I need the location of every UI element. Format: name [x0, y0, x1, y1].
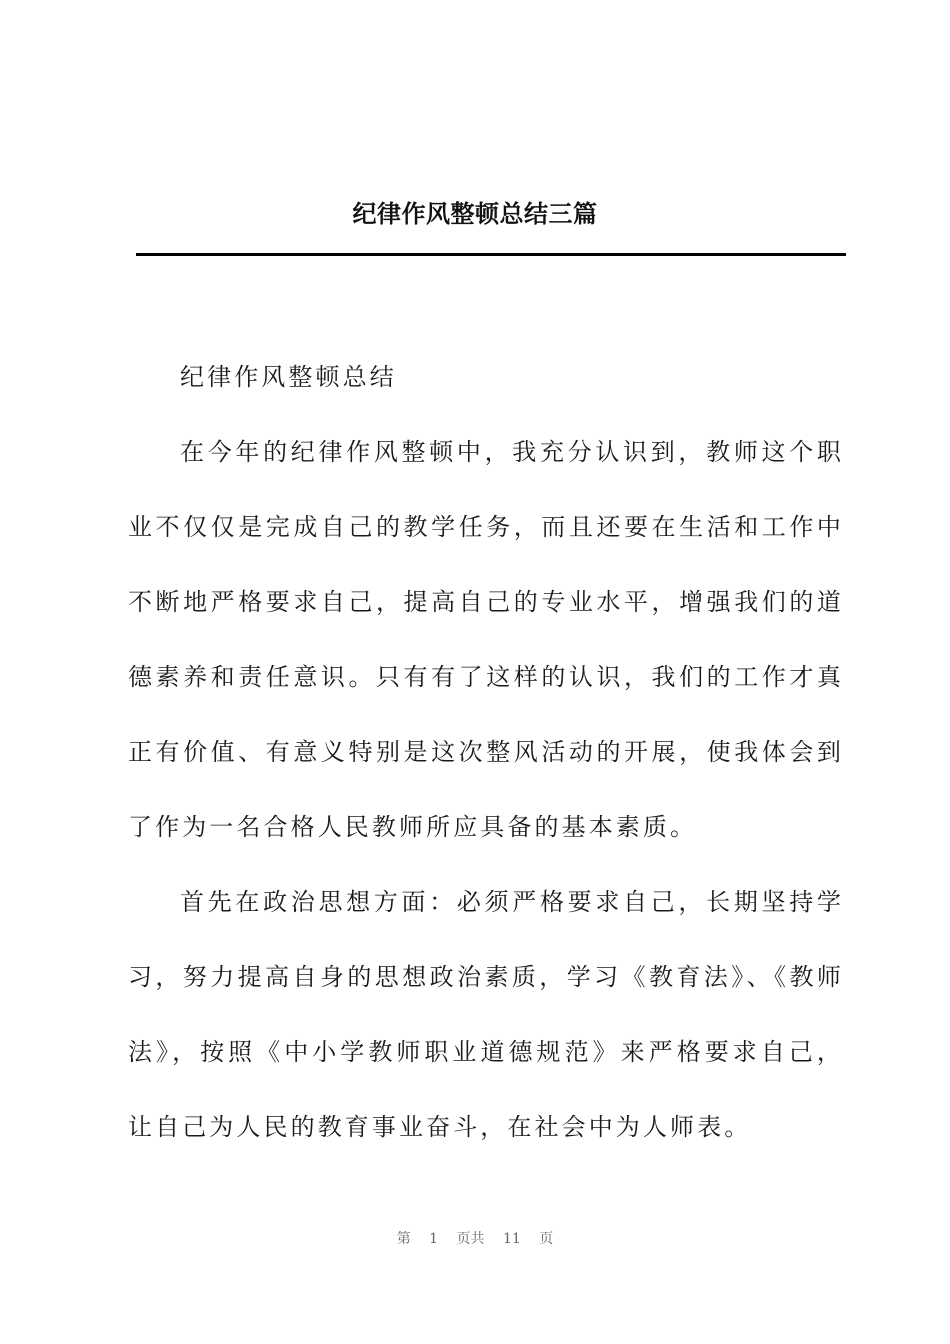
footer-suffix: 页: [539, 1231, 554, 1247]
footer-mid: 页共: [456, 1231, 485, 1247]
section-heading: 纪律作风整顿总结: [180, 363, 397, 391]
footer-total-pages: 11: [503, 1231, 521, 1247]
footer-page-number: 1: [429, 1231, 439, 1247]
footer-prefix: 第: [396, 1231, 411, 1247]
title-underline: [136, 253, 846, 256]
body-paragraph: 在今年的纪律作风整顿中，我充分认识到，教师这个职业不仅仅是完成自己的教学任务，而且还要在生活和工作中不断地严格要求自己，提高自己的专业水平，增强我们的道德素养和责任意识。只有有了这样的认识，我们的工作才真正有价值、有意义特别是这次整风活动的开展，使我体会到了作为一名合格人民教师所应具备的基本素质。: [128, 438, 844, 841]
document-body: [128, 340, 844, 1165]
document-title: 纪律作风整顿总结三篇: [352, 200, 598, 228]
body-paragraph: 首先在政治思想方面：必须严格要求自己，长期坚持学习，努力提高自身的思想政治素质，学习《教育法》、《教师法》，按照《中小学教师职业道德规范》来严格要求自己，让自己为人民的教育事业奋斗，在社会中为人师表。: [128, 888, 844, 1141]
page-footer: [0, 1228, 950, 1250]
